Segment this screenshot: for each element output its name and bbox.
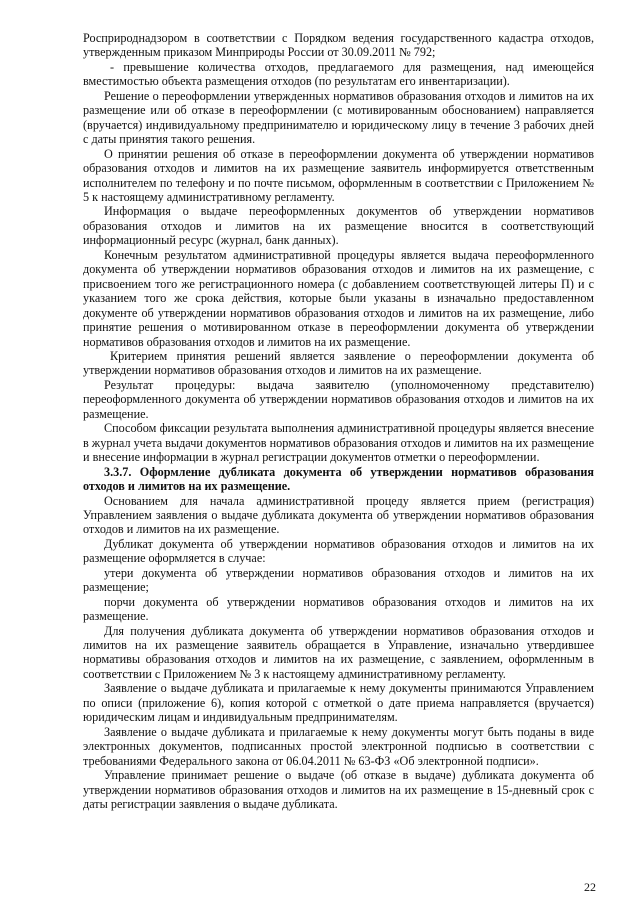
paragraph: Способом фиксации результата выполнения административной процедуры является внесение в журнал учета выдачи документов нормативов образования отходов и лимитов на их размещение и внесение информации в журнал регистрации документов отметки о переоформлении. — [83, 421, 594, 465]
paragraph: Конечным результатом административной процедуры является выдача переоформленного документа об утверждении нормативов образования отходов и лимитов на их размещение, с присвоением того же регистрационного номера (с добавлением соответствующей литеры П) и с указанием того же срока действия, которые были указаны в изначально предоставленном документе об утверждении нормативов образования отходов и лимитов на их размещение, либо принятие решения о мотивированном отказе в переоформлении документа об утверждении нормативов образования отходов и лимитов на их размещение. — [83, 247, 594, 349]
paragraph: утери документа об утверждении нормативов образования отходов и лимитов на их размещение; — [83, 565, 594, 595]
paragraph: Для получения дубликата документа об утверждении нормативов образования отходов и лимитов на их размещение заявитель обращается в Управление, изначально утвердившее нормативы образования отходов и лимитов на их размещение, с заявлением, оформленным в соответствии с Приложением № 3 к настоящему административному регламенту. — [83, 623, 594, 681]
paragraph: Решение о переоформлении утвержденных нормативов образования отходов и лимитов на их размещение или об отказе в переоформлении (с мотивированным обоснованием) направляется (вручается) индивидуальному предпринимателю и юридическому лицу в течение 3 рабочих дней с даты принятия такого решения. — [83, 88, 594, 147]
paragraph: Управление принимает решение о выдаче (об отказе в выдаче) дубликата документа об утверждении нормативов образования отходов и лимитов на их размещение в 15-дневный срок с даты регистрации заявления о выдаче дубликата. — [83, 768, 594, 812]
paragraph: Критерием принятия решений является заявление о переоформлении документа об утверждении нормативов образования отходов и лимитов на их размещение. — [83, 348, 594, 378]
section-heading: 3.3.7. Оформление дубликата документа об утверждении нормативов образования отходов и лимитов на их размещение. — [83, 464, 594, 494]
paragraph: Заявление о выдаче дубликата и прилагаемые к нему документы принимаются Управлением по описи (приложение 6), копия которой с отметкой о дате приема направляется (вручается) юридическим лицам и индивидуальным предпринимателям. — [83, 681, 594, 725]
document-body — [83, 31, 594, 811]
paragraph: - превышение количества отходов, предлагаемого для размещения, над имеющейся вместимостью объекта размещения отходов (по результатам его инвентаризации). — [83, 59, 594, 89]
paragraph: Основанием для начала административной процеду является прием (регистрация) Управлением заявления о выдаче дубликата документа об утверждении нормативов образования отходов и лимитов на их размещение. — [83, 493, 594, 537]
paragraph: порчи документа об утверждении нормативов образования отходов и лимитов на их размещение. — [83, 594, 594, 624]
paragraph: Информация о выдаче переоформленных документов об утверждении нормативов образования отходов и лимитов на их размещение вносится в соответствующий информационный ресурс (журнал, банк данных). — [83, 204, 594, 248]
paragraph: Дубликат документа об утверждении нормативов образования отходов и лимитов на их размещение оформляется в случае: — [83, 536, 594, 566]
paragraph: Результат процедуры: выдача заявителю (уполномоченному представителю) переоформленного документа об утверждении нормативов образования отходов и лимитов на их размещение. — [83, 377, 594, 421]
paragraph: Росприроднадзором в соответствии с Порядком ведения государственного кадастра отходов, утвержденным приказом Минприроды России от 30.09.2011 № 792; — [83, 31, 594, 60]
paragraph: Заявление о выдаче дубликата и прилагаемые к нему документы могут быть поданы в виде электронных документов, подписанных простой электронной подписью в соответствии с требованиями Федерального закона от 06.04.2011 № 63-ФЗ «Об электронной подписи». — [83, 724, 594, 768]
page-number: 22 — [584, 880, 596, 894]
paragraph: О принятии решения об отказе в переоформлении документа об утверждении нормативов образования отходов и лимитов на их размещение заявитель информируется ответственным исполнителем по телефону и по почте письмом, оформленным в соответствии с Приложением № 5 к настоящему административному регламенту. — [83, 146, 594, 204]
